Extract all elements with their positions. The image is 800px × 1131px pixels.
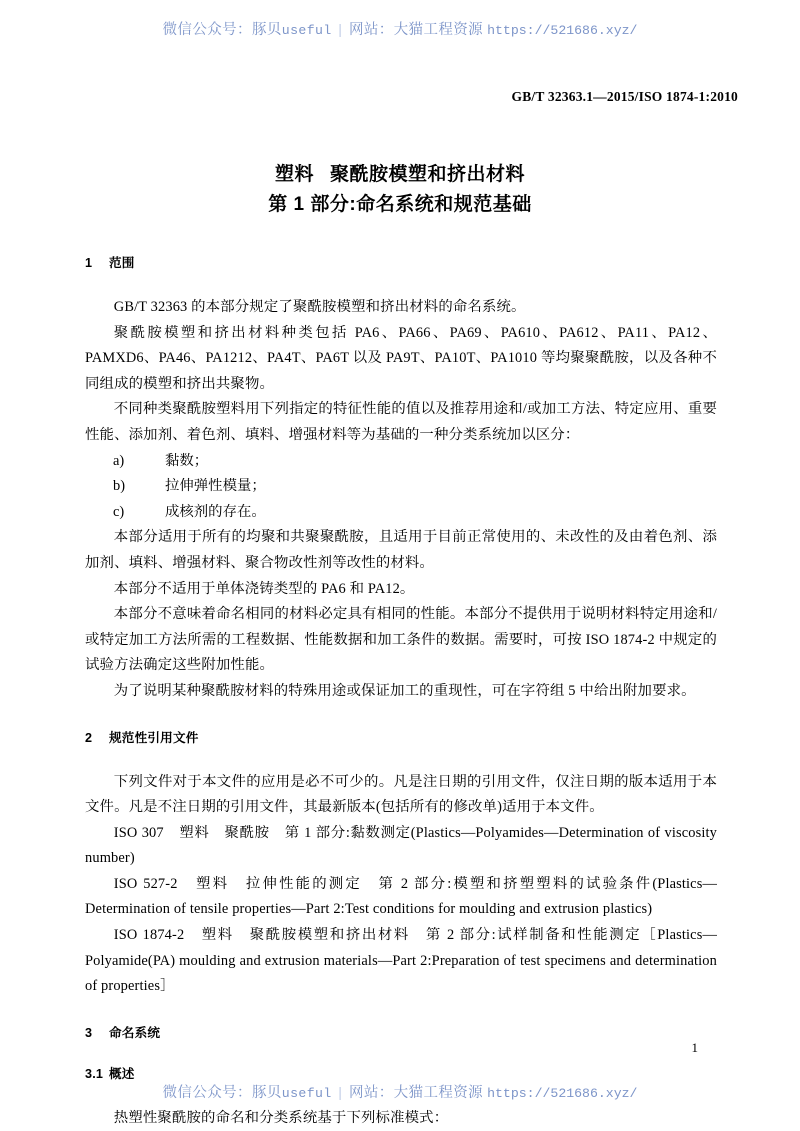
section-heading-3 xyxy=(85,1022,717,1041)
document-title xyxy=(0,160,800,220)
section-number-2: 2 xyxy=(85,730,93,745)
watermark-separator: | xyxy=(338,22,342,38)
watermark-url: https://521686.xyz/ xyxy=(487,23,638,38)
document-body xyxy=(85,252,717,1131)
title-part-material: 聚酰胺模塑和挤出材料 xyxy=(330,164,526,185)
watermark-site-name: 大猫工程资源 xyxy=(393,1085,484,1101)
paragraph-1-1: GB/T 32363 的本部分规定了聚酰胺模塑和挤出材料的命名系统。 xyxy=(113,299,526,315)
page-number: 1 xyxy=(691,1040,698,1055)
paragraph-1-2: 聚酰胺模塑和挤出材料种类包括 PA6、PA66、PA69、PA610、PA612、PA11、PA12、PAMXD6、PA46、PA1212、PA4T、PA6T 以及 PA9T、PA10T、PA1010 等均聚聚酰胺，以及各种不同组成的模塑和挤出共聚物。 xyxy=(85,324,717,392)
document-title-line-2: 第 1 部分:命名系统和规范基础 xyxy=(268,194,532,215)
document-title-line-1 xyxy=(0,160,800,190)
watermark-bottom xyxy=(0,1081,800,1102)
watermark-wechat-name-cn: 豚贝 xyxy=(251,22,282,38)
normative-reference-iso-307: ISO 307 塑料 聚酰胺 第 1 部分:黏数测定(Plastics—Polyamides—Determination of viscosity number) xyxy=(85,824,717,867)
title-part-plastics: 塑料 xyxy=(274,164,314,185)
section-title-1: 范围 xyxy=(109,256,135,270)
list-item xyxy=(85,449,717,475)
paragraph-1-4: 本部分适用于所有的均聚和共聚聚酰胺，且适用于目前正常使用的、未改性的及由着色剂、添加剂、填料、增强材料、聚合物改性剂等改性的材料。 xyxy=(85,529,717,571)
list-item xyxy=(85,474,717,500)
list-item xyxy=(85,500,717,526)
list-item-label: 黏数； xyxy=(165,452,209,469)
section-heading-2 xyxy=(85,727,717,746)
section-title-2: 规范性引用文件 xyxy=(109,730,199,745)
list-item-label: 成核剂的存在。 xyxy=(165,503,266,520)
watermark-wechat-label: 微信公众号： xyxy=(162,1085,252,1101)
section-number-1: 1 xyxy=(85,256,93,270)
section-title-3: 命名系统 xyxy=(109,1025,161,1040)
watermark-wechat-name-en: useful xyxy=(281,23,332,38)
normative-reference-iso-527-2: ISO 527-2 塑料 拉伸性能的测定 第 2 部分:模塑和挤塑塑料的试验条件(Plastics—Determination of tensile properties—Part 2:Test conditions for moulding and extrusion plastics) xyxy=(85,875,717,918)
paragraph-1-7: 为了说明某种聚酰胺材料的特殊用途或保证加工的重现性，可在字符组 5 中给出附加要求。 xyxy=(113,682,696,699)
watermark-site-label: 网站： xyxy=(348,1085,394,1101)
watermark-wechat-name-en: useful xyxy=(281,1086,332,1101)
section-heading-3-1 xyxy=(85,1063,717,1082)
watermark-site-name: 大猫工程资源 xyxy=(393,22,484,38)
paragraph-1-3: 不同种类聚酰胺塑料用下列指定的特征性能的值以及推荐用途和/或加工方法、特定应用、重要性能、添加剂、着色剂、填料、增强材料等为基础的一种分类系统加以区分： xyxy=(85,401,717,443)
paragraph-3-1-1: 热塑性聚酰胺的命名和分类系统基于下列标准模式： xyxy=(113,1109,449,1126)
paragraph-2-1: 下列文件对于本文件的应用是必不可少的。凡是注日期的引用文件，仅注日期的版本适用于本文件。凡是不注日期的引用文件，其最新版本(包括所有的修改单)适用于本文件。 xyxy=(85,773,717,816)
normative-reference-iso-1874-2: ISO 1874-2 塑料 聚酰胺模塑和挤出材料 第 2 部分:试样制备和性能测定［Plastics—Polyamide(PA) moulding and extrusion materials—Part 2:Preparation of test specimens and determination of properties］ xyxy=(85,927,717,995)
section-number-3: 3 xyxy=(85,1025,93,1040)
section-number-3-1: 3.1 xyxy=(85,1066,104,1081)
list-item-marker: c) xyxy=(113,503,125,520)
watermark-site-label: 网站： xyxy=(348,22,394,38)
paragraph-1-6: 本部分不意味着命名相同的材料必定具有相同的性能。本部分不提供用于说明材料特定用途和/或特定加工方法所需的工程数据、性能数据和加工条件的数据。需要时，可按 ISO 1874-2 中规定的试验方法确定这些附加性能。 xyxy=(85,606,717,674)
classification-list xyxy=(85,449,717,526)
watermark-wechat-label: 微信公众号： xyxy=(162,22,252,38)
watermark-wechat-name-cn: 豚贝 xyxy=(251,1085,282,1101)
watermark-url: https://521686.xyz/ xyxy=(487,1086,638,1101)
paragraph-1-5: 本部分不适用于单体浇铸类型的 PA6 和 PA12。 xyxy=(113,580,415,597)
list-item-marker: b) xyxy=(113,478,125,495)
list-item-marker: a) xyxy=(113,452,125,469)
section-title-3-1: 概述 xyxy=(109,1066,135,1081)
watermark-separator: | xyxy=(338,1085,342,1101)
list-item-label: 拉伸弹性模量； xyxy=(165,478,266,495)
section-heading-1 xyxy=(85,252,717,271)
standard-number: GB/T 32363.1—2015/ISO 1874-1:2010 xyxy=(511,89,738,104)
watermark-top xyxy=(0,18,800,39)
